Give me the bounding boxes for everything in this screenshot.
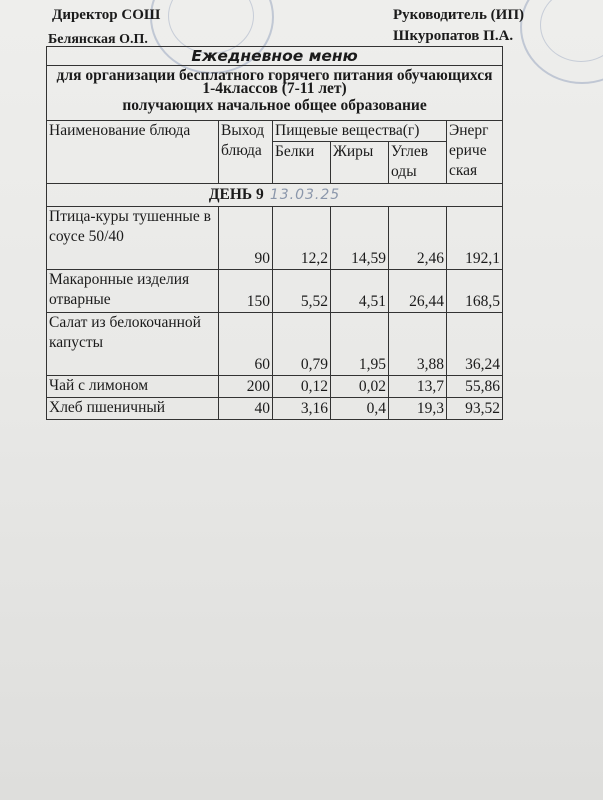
dish-fat: 4,51	[331, 270, 389, 313]
dish-protein: 3,16	[273, 398, 331, 420]
dish-name: Птица-куры тушенные в соусе 50/40	[47, 207, 219, 270]
header-protein: Белки	[273, 142, 331, 184]
dish-carbs: 3,88	[389, 313, 447, 376]
dish-name: Хлеб пшеничный	[47, 398, 219, 420]
table-row	[47, 270, 503, 313]
header-carbs: Углев оды	[389, 142, 447, 184]
handwritten-date: 13.03.25	[269, 187, 341, 203]
dish-name: Макаронные изделия отварные	[47, 270, 219, 313]
dish-protein: 12,2	[273, 207, 331, 270]
dish-energy: 192,1	[447, 207, 503, 270]
dish-fat: 0,4	[331, 398, 389, 420]
dish-carbs: 19,3	[389, 398, 447, 420]
director-title: Директор СОШ	[52, 7, 161, 23]
header-fat: Жиры	[331, 142, 389, 184]
dish-energy: 93,52	[447, 398, 503, 420]
supplier-title: Руководитель (ИП)	[393, 7, 524, 23]
director-name: Белянская О.П.	[48, 32, 148, 47]
subtitle-line-2: получающих начальное общее образование	[122, 97, 427, 114]
dish-fat: 1,95	[331, 313, 389, 376]
dish-energy: 36,24	[447, 313, 503, 376]
dish-fat: 0,02	[331, 376, 389, 398]
day-cell	[47, 184, 503, 207]
header-energy: Энерг ериче ская	[447, 121, 503, 184]
table-row	[47, 313, 503, 376]
dish-protein: 0,12	[273, 376, 331, 398]
dish-energy: 55,86	[447, 376, 503, 398]
table-row	[47, 398, 503, 420]
subtitle-line-1: для организации бесплатного горячего питания обучающихся 1-4классов (7-11 лет)	[56, 67, 493, 97]
header-dish: Наименование блюда	[47, 121, 219, 184]
menu-subtitle	[47, 66, 503, 121]
dish-carbs: 26,44	[389, 270, 447, 313]
dish-fat: 14,59	[331, 207, 389, 270]
dish-protein: 0,79	[273, 313, 331, 376]
dish-yield: 150	[219, 270, 273, 313]
table-row	[47, 376, 503, 398]
dish-name: Чай с лимоном	[47, 376, 219, 398]
column-header-row	[47, 121, 503, 142]
menu-title-row	[47, 47, 503, 66]
menu-title: Ежедневное меню	[47, 47, 503, 66]
dish-energy: 168,5	[447, 270, 503, 313]
table-row	[47, 207, 503, 270]
dish-protein: 5,52	[273, 270, 331, 313]
header-nutrients: Пищевые вещества(г)	[273, 121, 447, 142]
dish-carbs: 2,46	[389, 207, 447, 270]
dish-yield: 200	[219, 376, 273, 398]
header-yield: Выход блюда	[219, 121, 273, 184]
menu-table	[46, 46, 503, 420]
day-row	[47, 184, 503, 207]
dish-yield: 60	[219, 313, 273, 376]
dish-name: Салат из белокочанной капусты	[47, 313, 219, 376]
day-label: ДЕНЬ 9	[208, 186, 264, 203]
dish-carbs: 13,7	[389, 376, 447, 398]
dish-yield: 90	[219, 207, 273, 270]
dish-yield: 40	[219, 398, 273, 420]
supplier-name: Шкуропатов П.А.	[393, 28, 514, 44]
subtitle-row	[47, 66, 503, 121]
